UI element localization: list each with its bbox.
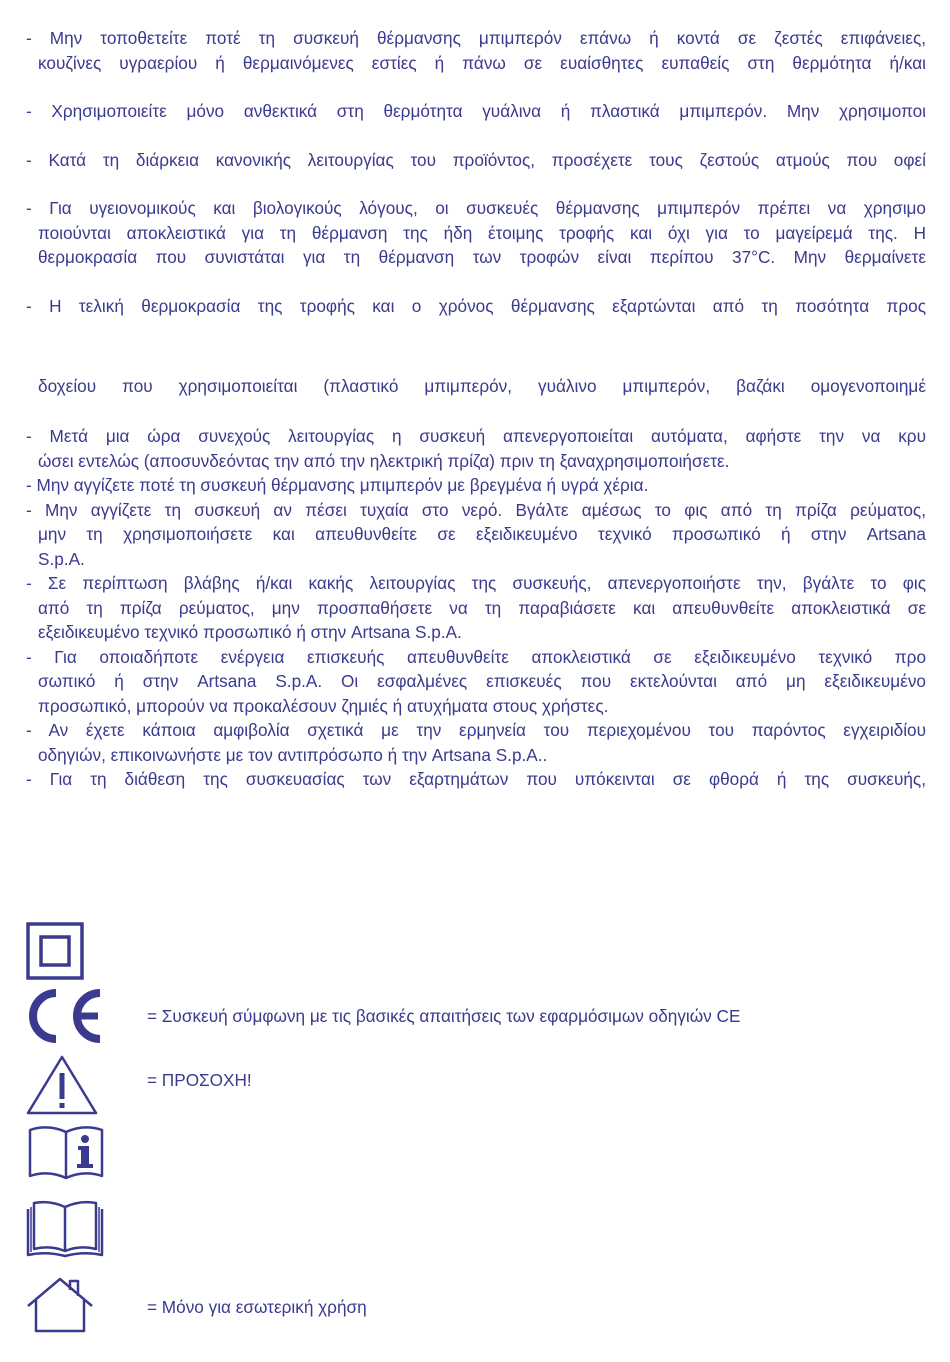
warning-line: εξειδικευμένο τεχνικό προσωπικό ή στην Artsana S.p.A. [38,622,462,642]
warning-line: ώσει εντελώς (αποσυνδεόντας την από την ηλεκτρική πρίζα) πριν τη ξαναχρησιμοποιήσετε. [38,450,730,471]
warnings-top [26,26,926,318]
warning-legend: = ΠΡΟΣΟΧΗ! [147,1070,252,1090]
warning-line: - Μην αγγίζετε ποτέ τη συσκευή θέρμανσης μπιμπερόν με βρεγμένα ή υγρά χέρια. [26,475,649,495]
orphan-line-text: δοχείου που χρησιμοποιείται (πλαστικό μπιμπερόν, γυάλινο μπιμπερόν, βαζάκι ομογενοποιημέ [38,376,926,396]
warning-line: οδηγιών, επικοινωνήστε με τον αντιπρόσωπο ή την Artsana S.p.A.. [38,744,548,765]
warning-line: - Σε περίπτωση βλάβης ή/και κακής λειτουργίας της συσκευής, απενεργοποιήστε την, βγάλτε το φις [26,573,926,593]
warning-line: - Για τη διάθεση της συσκευασίας των εξαρτημάτων που υπόκεινται σε φθορά ή της συσκευής, [26,769,926,789]
warning-item [26,294,926,319]
read-manual-icon [26,1199,104,1259]
warning-line: - Μην τοποθετείτε ποτέ τη συσκευή θέρμανσης μπιμπερόν επάνω ή κοντά σε ζεστές επιφάνειες, [26,28,926,48]
warning-triangle-icon [26,1054,98,1116]
ce-mark-icon [26,985,106,1047]
warning-line: - Για υγειονομικούς και βιολογικούς λόγους, οι συσκευές θέρμανσης μπιμπερόν πρέπει να χρησιμο [26,198,926,218]
manual-info-icon [26,1124,106,1182]
warning-line: - Αν έχετε κάποια αμφιβολία σχετικά με την ερμηνεία του περιεχομένου του παρόντος εγχειριδίου [26,720,926,740]
warnings-bottom [26,424,926,792]
indoor-house-icon [26,1276,94,1334]
warning-item [26,498,926,572]
warning-item [26,99,926,124]
warning-line: κουζίνες υγραερίου ή θερμαινόμενες εστίες ή πάνω σε ευαίσθητες ευπαθείς στη θερμότητα ή/και [38,52,926,73]
warning-line: - Για οποιαδήποτε ενέργεια επισκευής απευθυνθείτε αποκλειστικά σε εξειδικευμένο τεχνικό προ [26,646,926,667]
warning-line: - Η τελική θερμοκρασία της τροφής και ο χρόνος θέρμανσης εξαρτώνται από τη ποσότητα προς [26,295,926,316]
orphan-line [26,374,926,399]
warning-item [26,196,926,270]
double-insulation-icon [26,922,84,980]
warning-item [26,424,926,473]
ce-legend: = Συσκευή σύμφωνη με τις βασικές απαιτήσεις των εφαρμόσιμων οδηγιών CE [147,1006,741,1026]
warning-line: θερμοκρασία που συνιστάται για τη θέρμανση των τροφών είναι περίπου 37°C. Μην θερμαίνετε [38,247,926,267]
warning-item [26,571,926,645]
warning-line: ποιούνται αποκλειστικά για τη θέρμανση της ήδη έτοιμης τροφής και όχι για το μαγείρεμά της. Η [38,222,926,243]
warning-line: σωπικό ή στην Artsana S.p.A. Οι εσφαλμένες επισκευές που εκτελούνται από μη εξειδικευμένο [38,671,926,691]
warning-item [26,767,926,792]
warning-item [26,718,926,767]
warning-line: - Μετά μια ώρα συνεχούς λειτουργίας η συσκευή απενεργοποιείται αυτόματα, αφήστε την να κρυ [26,426,926,446]
warning-line: S.p.A. [38,548,85,569]
warning-item [26,148,926,173]
warning-line: - Μην αγγίζετε τη συσκευή αν πέσει τυχαία στο νερό. Βγάλτε αμέσως το φις από τη πρίζα ρεύματος, [26,499,926,520]
warning-item [26,473,926,498]
warning-item [26,26,926,75]
warning-line: από τη πρίζα ρεύματος, μην προσπαθήσετε να τη παραβιάσετε και απευθυνθείτε αποκλειστικά σε [38,597,926,618]
warning-line: μην τη χρησιμοποιήσετε και απευθυνθείτε σε εξειδικευμένο τεχνικό προσωπικό ή στην Artsana [38,524,926,544]
warning-line: - Χρησιμοποιείτε μόνο ανθεκτικά στη θερμότητα γυάλινα ή πλαστικά μπιμπερόν. Μην χρησιμοποι [26,101,926,121]
warning-line: προσωπικό, μπορούν να προκαλέσουν ζημιές ή ατυχήματα στους χρήστες. [38,695,609,716]
warning-item [26,645,926,719]
indoor-legend: = Μόνο για εσωτερική χρήση [147,1297,367,1317]
warning-line: - Κατά τη διάρκεια κανονικής λειτουργίας του προϊόντος, προσέχετε τους ζεστούς ατμούς που οφεί [26,149,926,170]
